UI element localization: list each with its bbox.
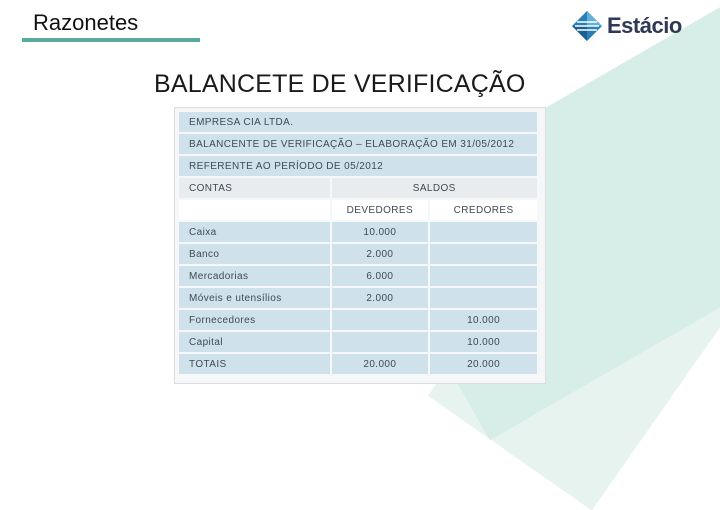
subheader-row xyxy=(179,200,537,220)
debit-value: 2.000 xyxy=(332,288,429,308)
credit-value xyxy=(430,266,537,286)
debit-value xyxy=(332,310,429,330)
table-row xyxy=(179,222,537,242)
empty-cell xyxy=(179,200,330,220)
credit-value: 10.000 xyxy=(430,310,537,330)
col-debtors: DEVEDORES xyxy=(332,200,429,220)
slide-heading: BALANCETE DE VERIFICAÇÃO xyxy=(154,70,526,98)
balance-title-row xyxy=(179,134,537,154)
period-label: REFERENTE AO PERÍODO DE 05/2012 xyxy=(179,156,537,176)
table-row xyxy=(179,310,537,330)
table-row xyxy=(179,244,537,264)
title-underline xyxy=(22,38,200,42)
period-row xyxy=(179,156,537,176)
estacio-logo-icon xyxy=(571,10,603,42)
credit-value xyxy=(430,222,537,242)
table-row xyxy=(179,266,537,286)
account-name: Móveis e utensílios xyxy=(179,288,330,308)
credit-value: 10.000 xyxy=(430,332,537,352)
col-creditors: CREDORES xyxy=(430,200,537,220)
debit-value: 2.000 xyxy=(332,244,429,264)
totals-credit: 20.000 xyxy=(430,354,537,374)
debit-value: 10.000 xyxy=(332,222,429,242)
account-name: Fornecedores xyxy=(179,310,330,330)
trial-balance-table xyxy=(174,107,546,384)
col-accounts: CONTAS xyxy=(179,178,330,198)
totals-row xyxy=(179,354,537,374)
debit-value: 6.000 xyxy=(332,266,429,286)
table-row xyxy=(179,332,537,352)
credit-value xyxy=(430,288,537,308)
debit-value xyxy=(332,332,429,352)
table-row xyxy=(179,288,537,308)
credit-value xyxy=(430,244,537,264)
col-balances: SALDOS xyxy=(332,178,537,198)
account-name: Capital xyxy=(179,332,330,352)
header-row xyxy=(179,178,537,198)
logo-text: Estácio xyxy=(607,13,682,38)
totals-debit: 20.000 xyxy=(332,354,429,374)
company-row xyxy=(179,112,537,132)
company-name: EMPRESA CIA LTDA. xyxy=(179,112,537,132)
account-name: Mercadorias xyxy=(179,266,330,286)
brand-logo xyxy=(571,10,682,42)
balance-title: BALANCENTE DE VERIFICAÇÃO – ELABORAÇÃO EM 31/05/2012 xyxy=(179,134,537,154)
account-name: Banco xyxy=(179,244,330,264)
slide-title: Razonetes xyxy=(33,10,139,35)
account-name: Caixa xyxy=(179,222,330,242)
totals-label: TOTAIS xyxy=(179,354,330,374)
